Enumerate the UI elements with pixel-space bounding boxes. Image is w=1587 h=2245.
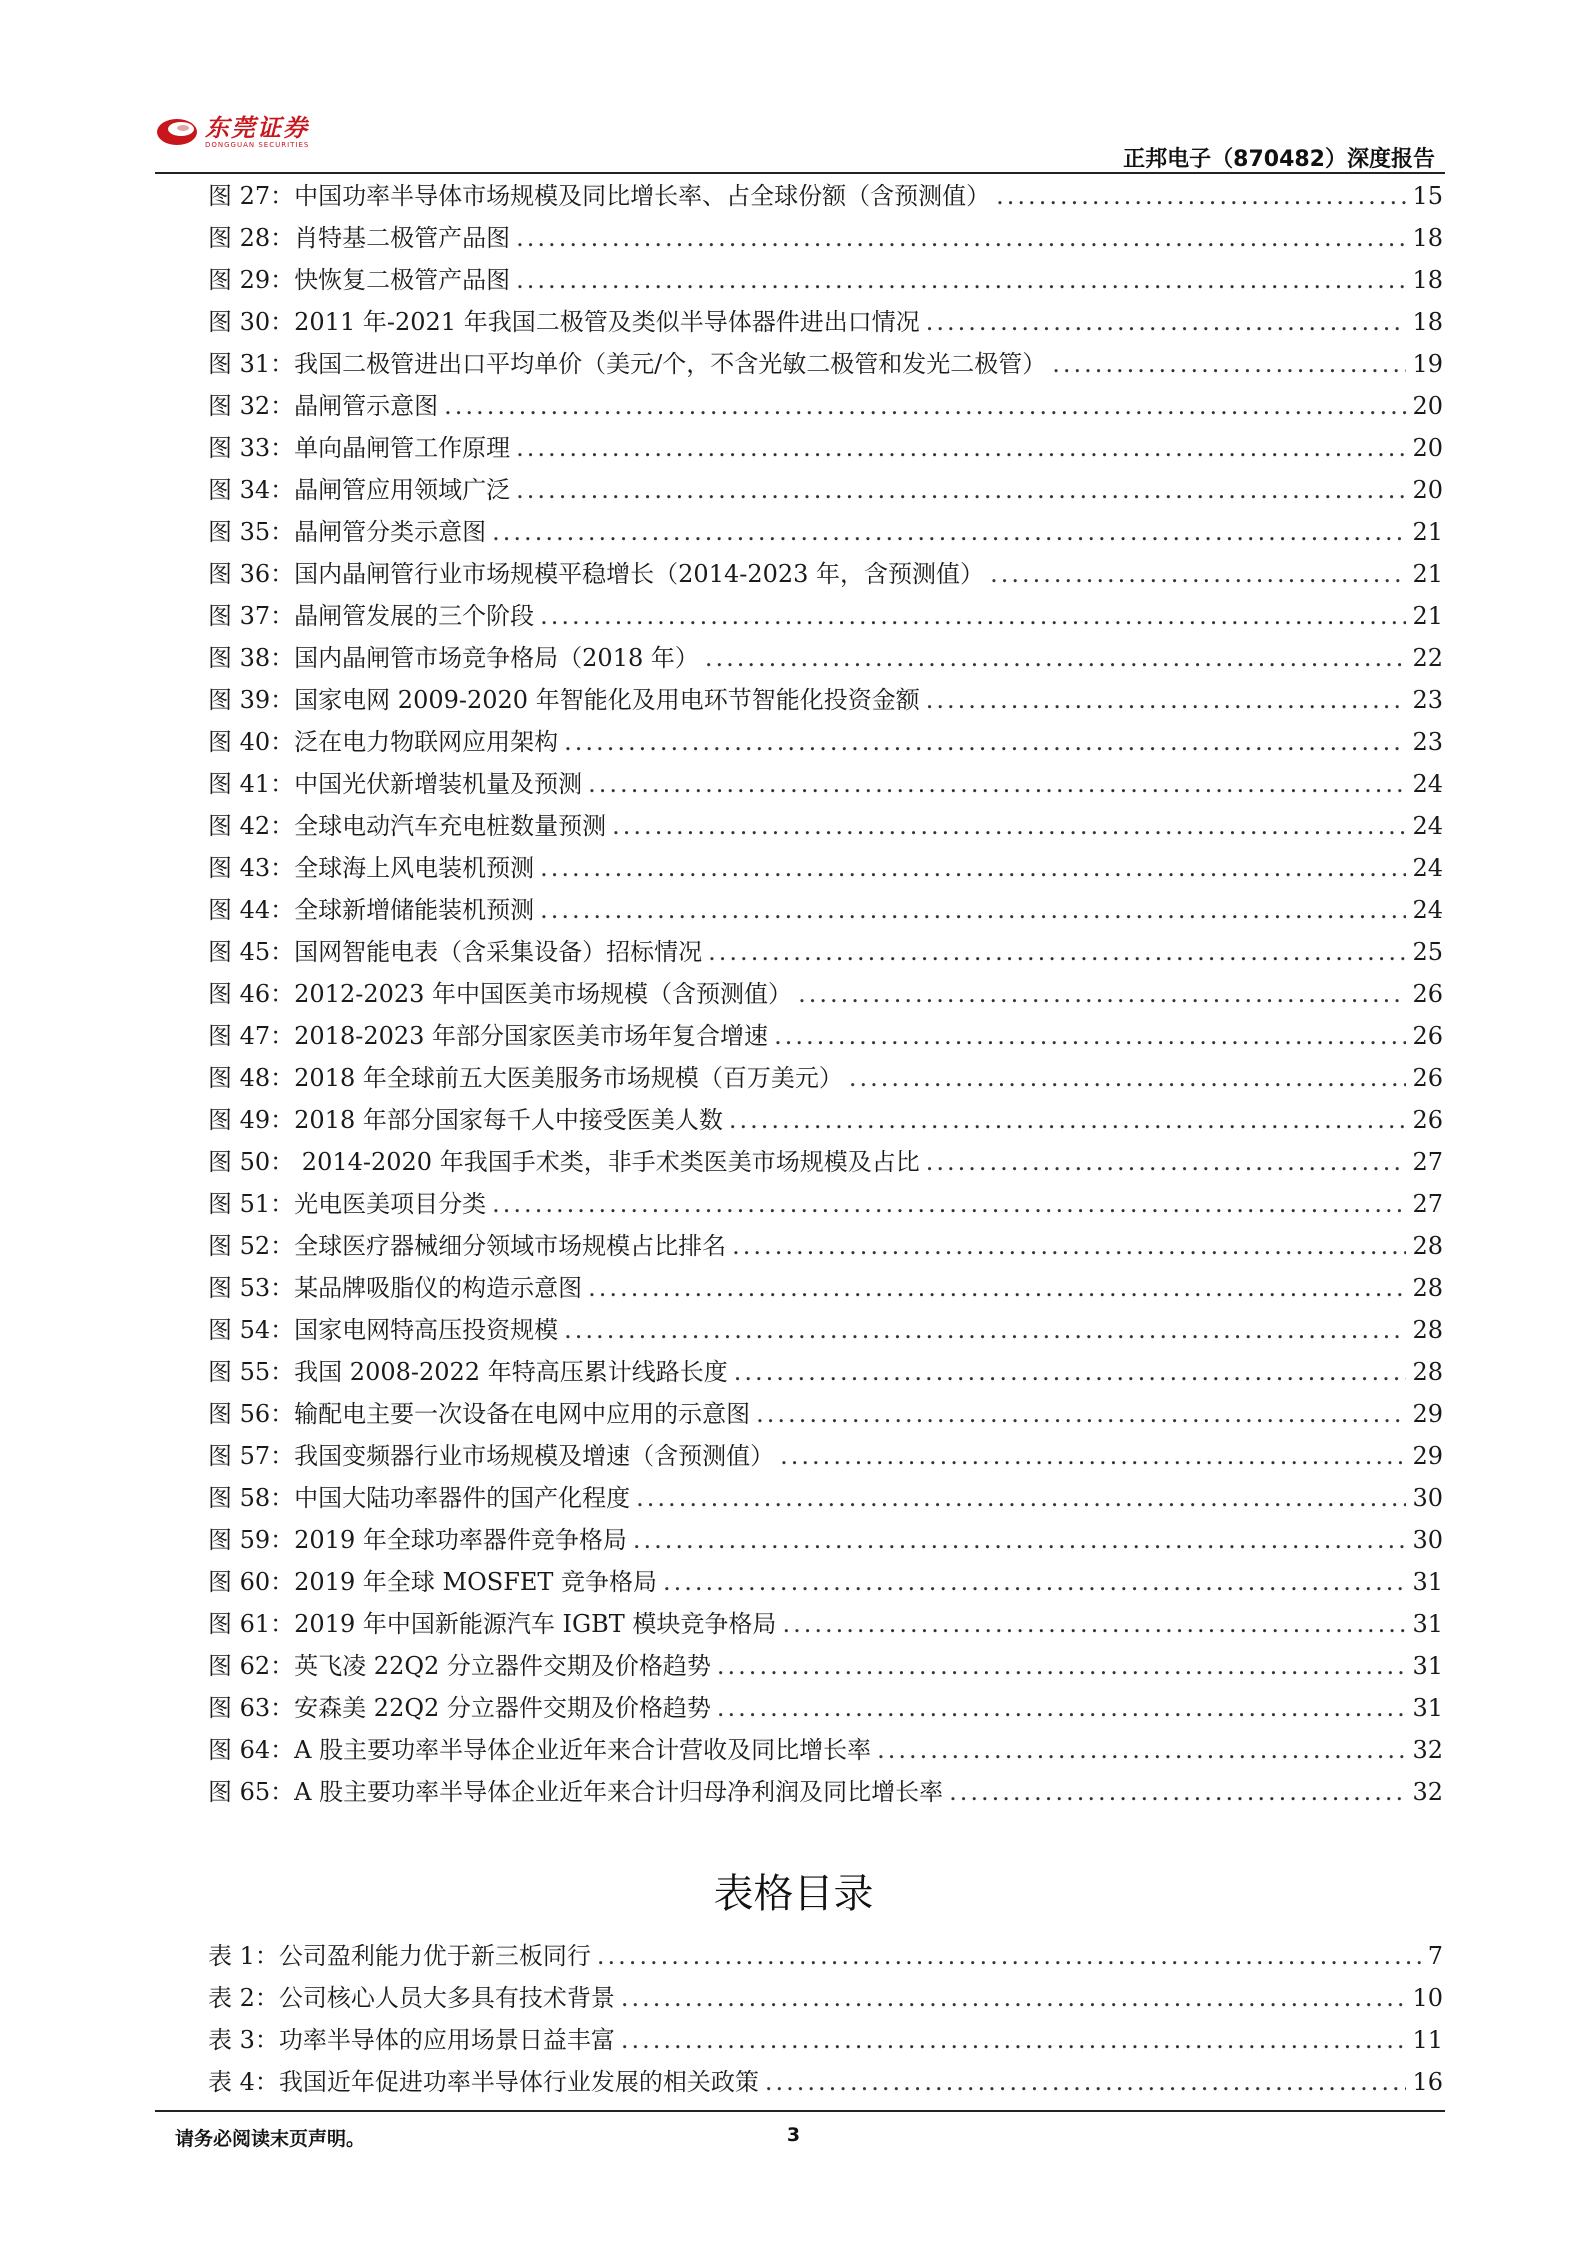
toc-entry-label: 图 38：国内晶闸管市场竞争格局（2018 年） <box>208 644 699 672</box>
figure-list <box>208 176 1443 1814</box>
toc-entry-label: 图 55：我国 2008-2022 年特高压累计线路长度 <box>208 1358 728 1386</box>
toc-entry-label: 图 33：单向晶闸管工作原理 <box>208 434 511 462</box>
dot-leader <box>516 266 1406 294</box>
toc-entry-label: 图 27：中国功率半导体市场规模及同比增长率、占全球份额（含预测值） <box>208 182 991 210</box>
toc-entry-label: 图 43：全球海上风电装机预测 <box>208 854 535 882</box>
figure-toc-entry[interactable] <box>208 1730 1443 1772</box>
dot-leader <box>705 644 1407 672</box>
toc-entry-label: 图 60：2019 年全球 MOSFET 竞争格局 <box>208 1568 658 1596</box>
dot-leader <box>926 1148 1407 1176</box>
toc-entry-label: 图 40：泛在电力物联网应用架构 <box>208 728 559 756</box>
logo-chinese-name: 东莞证券 <box>205 113 309 142</box>
dot-leader <box>663 1568 1406 1596</box>
toc-entry-page: 20 <box>1412 476 1443 504</box>
toc-entry-label: 图 46：2012-2023 年中国医美市场规模（含预测值） <box>208 980 793 1008</box>
header-divider <box>155 172 1445 174</box>
dot-leader <box>990 560 1406 588</box>
figure-toc-entry[interactable] <box>208 1310 1443 1352</box>
toc-entry-page: 31 <box>1412 1652 1443 1680</box>
report-title: 正邦电子（870482）深度报告 <box>1123 147 1435 172</box>
toc-entry-page: 7 <box>1427 1942 1443 1970</box>
toc-entry-page: 21 <box>1412 560 1443 588</box>
dot-leader <box>564 1316 1406 1344</box>
toc-entry-page: 21 <box>1412 518 1443 546</box>
disclaimer-note: 请务必阅读末页声明。 <box>175 2128 366 2150</box>
figure-toc-entry[interactable] <box>208 1436 1443 1478</box>
toc-entry-label: 图 39：国家电网 2009-2020 年智能化及用电环节智能化投资金额 <box>208 686 920 714</box>
figure-toc-entry[interactable] <box>208 806 1443 848</box>
toc-entry-label: 图 32：晶闸管示意图 <box>208 392 439 420</box>
toc-entry-label: 图 45：国网智能电表（含采集设备）招标情况 <box>208 938 703 966</box>
toc-entry-page: 28 <box>1412 1358 1443 1386</box>
dot-leader <box>516 434 1406 462</box>
toc-entry-label: 图 36：国内晶闸管行业市场规模平稳增长（2014-2023 年，含预测值） <box>208 560 985 588</box>
dot-leader <box>734 1358 1407 1386</box>
figure-toc-entry[interactable] <box>208 596 1443 638</box>
figure-toc-entry[interactable] <box>208 1058 1443 1100</box>
figure-toc-entry[interactable] <box>208 1142 1443 1184</box>
dot-leader <box>636 1484 1406 1512</box>
dot-leader <box>765 2068 1407 2096</box>
toc-entry-page: 32 <box>1412 1778 1443 1806</box>
toc-entry-page: 28 <box>1412 1316 1443 1344</box>
dot-leader <box>996 182 1406 210</box>
toc-entry-label: 图 54：国家电网特高压投资规模 <box>208 1316 559 1344</box>
dot-leader <box>717 1652 1407 1680</box>
toc-entry-page: 11 <box>1412 2026 1443 2054</box>
toc-entry-label: 图 49：2018 年部分国家每千人中接受医美人数 <box>208 1106 723 1134</box>
toc-entry-label: 图 57：我国变频器行业市场规模及增速（含预测值） <box>208 1442 775 1470</box>
toc-entry-label: 表 4：我国近年促进功率半导体行业发展的相关政策 <box>208 2068 759 2096</box>
dot-leader <box>926 308 1407 336</box>
logo-swoosh-icon <box>155 112 199 152</box>
figure-toc-entry[interactable] <box>208 176 1443 218</box>
toc-entry-label: 图 53：某品牌吸脂仪的构造示意图 <box>208 1274 583 1302</box>
figure-toc-entry[interactable] <box>208 470 1443 512</box>
dot-leader <box>444 392 1406 420</box>
figure-toc-entry[interactable] <box>208 1268 1443 1310</box>
toc-entry-page: 15 <box>1412 182 1443 210</box>
dot-leader <box>926 686 1407 714</box>
dot-leader <box>717 1694 1407 1722</box>
toc-entry-page: 18 <box>1412 224 1443 252</box>
toc-entry-page: 22 <box>1412 644 1443 672</box>
dot-leader <box>732 1232 1406 1260</box>
page-number: 3 <box>786 2124 801 2146</box>
toc-entry-page: 28 <box>1412 1232 1443 1260</box>
dot-leader <box>540 602 1406 630</box>
dot-leader <box>1052 350 1406 378</box>
dot-leader <box>588 1274 1406 1302</box>
toc-entry-label: 表 3：功率半导体的应用场景日益丰富 <box>208 2026 615 2054</box>
toc-entry-label: 图 59：2019 年全球功率器件竞争格局 <box>208 1526 627 1554</box>
table-toc-entry[interactable] <box>208 1978 1443 2020</box>
figure-toc-entry[interactable] <box>208 428 1443 470</box>
figure-toc-entry[interactable] <box>208 1562 1443 1604</box>
figure-toc-entry[interactable] <box>208 1772 1443 1814</box>
dot-leader <box>516 476 1406 504</box>
logo-english-name: DONGGUAN SECURITIES <box>205 140 310 149</box>
figure-toc-entry[interactable] <box>208 1688 1443 1730</box>
toc-entry-label: 图 58：中国大陆功率器件的国产化程度 <box>208 1484 631 1512</box>
figure-toc-entry[interactable] <box>208 932 1443 974</box>
toc-entry-page: 23 <box>1412 728 1443 756</box>
toc-entry-label: 图 52：全球医疗器械细分领域市场规模占比排名 <box>208 1232 727 1260</box>
toc-entry-label: 图 64：A 股主要功率半导体企业近年来合计营收及同比增长率 <box>208 1736 872 1764</box>
toc-entry-page: 24 <box>1412 854 1443 882</box>
toc-entry-label: 图 29：快恢复二极管产品图 <box>208 266 511 294</box>
dot-leader <box>877 1736 1406 1764</box>
toc-entry-page: 30 <box>1412 1484 1443 1512</box>
toc-entry-label: 图 62：英飞凌 22Q2 分立器件交期及价格趋势 <box>208 1652 711 1680</box>
figure-toc-entry[interactable] <box>208 302 1443 344</box>
figure-toc-entry[interactable] <box>208 1520 1443 1562</box>
figure-toc-entry[interactable] <box>208 764 1443 806</box>
toc-entry-label: 图 37：晶闸管发展的三个阶段 <box>208 602 535 630</box>
toc-entry-label: 表 1：公司盈利能力优于新三板同行 <box>208 1942 591 1970</box>
toc-entry-label: 图 63：安森美 22Q2 分立器件交期及价格趋势 <box>208 1694 711 1722</box>
toc-entry-label: 图 51：光电医美项目分类 <box>208 1190 487 1218</box>
toc-entry-page: 27 <box>1412 1190 1443 1218</box>
dot-leader <box>540 896 1406 924</box>
figure-toc-entry[interactable] <box>208 512 1443 554</box>
figure-toc-entry[interactable] <box>208 1604 1443 1646</box>
toc-entry-page: 26 <box>1412 1106 1443 1134</box>
figure-toc-entry[interactable] <box>208 344 1443 386</box>
toc-entry-label: 图 34：晶闸管应用领域广泛 <box>208 476 511 504</box>
toc-entry-label: 图 30：2011 年-2021 年我国二极管及类似半导体器件进出口情况 <box>208 308 920 336</box>
toc-entry-label: 图 28：肖特基二极管产品图 <box>208 224 511 252</box>
toc-entry-label: 图 61：2019 年中国新能源汽车 IGBT 模块竞争格局 <box>208 1610 777 1638</box>
figure-toc-entry[interactable] <box>208 554 1443 596</box>
dot-leader <box>588 770 1406 798</box>
toc-entry-page: 26 <box>1412 980 1443 1008</box>
table-section-title: 表格目录 <box>713 1871 874 1917</box>
page-header <box>155 112 1445 174</box>
dot-leader <box>633 1526 1407 1554</box>
table-toc-entry[interactable] <box>208 2020 1443 2062</box>
toc-entry-page: 23 <box>1412 686 1443 714</box>
figure-toc-entry[interactable] <box>208 1100 1443 1142</box>
company-logo <box>155 112 309 152</box>
footer-divider <box>155 2110 1445 2112</box>
table-toc-entry[interactable] <box>208 2062 1443 2104</box>
dot-leader <box>798 980 1406 1008</box>
dot-leader <box>708 938 1406 966</box>
toc-entry-label: 图 31：我国二极管进出口平均单价（美元/个，不含光敏二极管和发光二极管） <box>208 350 1047 378</box>
toc-entry-label: 图 35：晶闸管分类示意图 <box>208 518 487 546</box>
toc-entry-page: 30 <box>1412 1526 1443 1554</box>
figure-toc-entry[interactable] <box>208 1352 1443 1394</box>
toc-entry-page: 29 <box>1412 1400 1443 1428</box>
dot-leader <box>540 854 1406 882</box>
figure-toc-entry[interactable] <box>208 722 1443 764</box>
toc-entry-page: 24 <box>1412 896 1443 924</box>
toc-entry-label: 图 41：中国光伏新增装机量及预测 <box>208 770 583 798</box>
toc-entry-label: 图 42：全球电动汽车充电桩数量预测 <box>208 812 607 840</box>
toc-entry-label: 图 50： 2014-2020 年我国手术类，非手术类医美市场规模及占比 <box>208 1148 920 1176</box>
dot-leader <box>516 224 1406 252</box>
toc-entry-page: 20 <box>1412 392 1443 420</box>
figure-toc-entry[interactable] <box>208 680 1443 722</box>
toc-entry-page: 27 <box>1412 1148 1443 1176</box>
toc-entry-page: 24 <box>1412 812 1443 840</box>
toc-entry-page: 24 <box>1412 770 1443 798</box>
figure-toc-entry[interactable] <box>208 260 1443 302</box>
toc-entry-page: 16 <box>1412 2068 1443 2096</box>
toc-entry-label: 图 48：2018 年全球前五大医美服务市场规模（百万美元） <box>208 1064 843 1092</box>
dot-leader <box>756 1400 1406 1428</box>
dot-leader <box>729 1106 1407 1134</box>
dot-leader <box>780 1442 1406 1470</box>
toc-entry-page: 31 <box>1412 1610 1443 1638</box>
figure-toc-entry[interactable] <box>208 1016 1443 1058</box>
toc-entry-label: 图 56：输配电主要一次设备在电网中应用的示意图 <box>208 1400 751 1428</box>
dot-leader <box>612 812 1406 840</box>
toc-entry-page: 31 <box>1412 1568 1443 1596</box>
dot-leader <box>949 1778 1406 1806</box>
toc-entry-label: 图 44：全球新增储能装机预测 <box>208 896 535 924</box>
dot-leader <box>492 1190 1406 1218</box>
figure-toc-entry[interactable] <box>208 1478 1443 1520</box>
figure-toc-entry[interactable] <box>208 890 1443 932</box>
toc-entry-page: 25 <box>1412 938 1443 966</box>
toc-entry-page: 10 <box>1412 1984 1443 2012</box>
figure-toc-entry[interactable] <box>208 386 1443 428</box>
figure-toc-entry[interactable] <box>208 1646 1443 1688</box>
figure-toc-entry[interactable] <box>208 974 1443 1016</box>
toc-entry-page: 18 <box>1412 266 1443 294</box>
figure-toc-entry[interactable] <box>208 1184 1443 1226</box>
toc-entry-page: 32 <box>1412 1736 1443 1764</box>
toc-entry-page: 26 <box>1412 1064 1443 1092</box>
dot-leader <box>492 518 1406 546</box>
toc-entry-label: 表 2：公司核心人员大多具有技术背景 <box>208 1984 615 2012</box>
dot-leader <box>774 1022 1406 1050</box>
dot-leader <box>621 1984 1407 2012</box>
dot-leader <box>849 1064 1407 1092</box>
toc-entry-page: 19 <box>1412 350 1443 378</box>
figure-toc-entry[interactable] <box>208 848 1443 890</box>
figure-toc-entry[interactable] <box>208 1226 1443 1268</box>
toc-entry-label: 图 65：A 股主要功率半导体企业近年来合计归母净利润及同比增长率 <box>208 1778 944 1806</box>
figure-toc-entry[interactable] <box>208 218 1443 260</box>
figure-toc-entry[interactable] <box>208 638 1443 680</box>
toc-entry-page: 28 <box>1412 1274 1443 1302</box>
dot-leader <box>782 1610 1406 1638</box>
table-toc-entry[interactable] <box>208 1936 1443 1978</box>
toc-entry-page: 21 <box>1412 602 1443 630</box>
figure-toc-entry[interactable] <box>208 1394 1443 1436</box>
table-list <box>208 1936 1443 2104</box>
dot-leader <box>621 2026 1407 2054</box>
toc-entry-page: 29 <box>1412 1442 1443 1470</box>
dot-leader <box>564 728 1406 756</box>
toc-entry-page: 31 <box>1412 1694 1443 1722</box>
dot-leader <box>597 1942 1421 1970</box>
toc-entry-label: 图 47：2018-2023 年部分国家医美市场年复合增速 <box>208 1022 769 1050</box>
toc-entry-page: 20 <box>1412 434 1443 462</box>
toc-entry-page: 26 <box>1412 1022 1443 1050</box>
toc-entry-page: 18 <box>1412 308 1443 336</box>
